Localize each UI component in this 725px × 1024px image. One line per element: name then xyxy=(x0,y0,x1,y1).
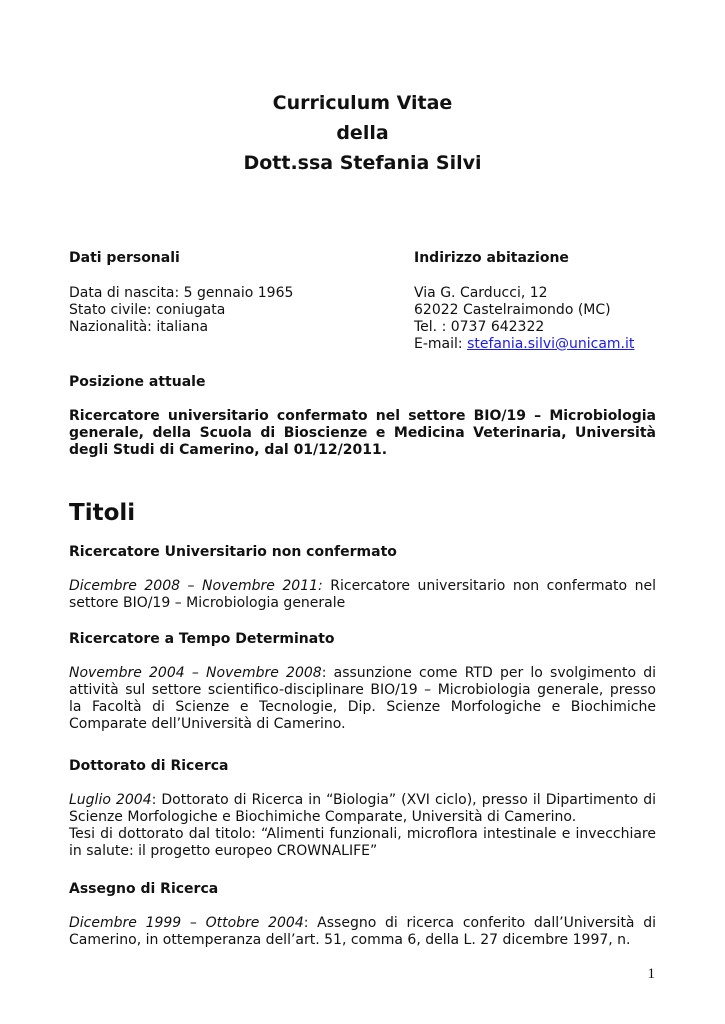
titoli-heading: Titoli xyxy=(69,500,136,526)
personal-details xyxy=(69,285,293,336)
title-line-3: Dott.ssa Stefania Silvi xyxy=(243,152,482,174)
email-label: E-mail: xyxy=(414,336,468,352)
section-text-rtd: Novembre 2004 – Novembre 2008: assunzione come RTD per lo svolgimento di attività sul settore scientifico-disciplinare BIO/19 – Microbiologia generale, presso la Facoltà di Scienze e Tecnologie, Dip. Scienze Morfologiche e Biochimiche Comparate dell’Università di Camerino. xyxy=(69,665,657,732)
address-city: 62022 Castelraimondo (MC) xyxy=(414,302,611,318)
position-heading: Posizione attuale xyxy=(69,374,206,390)
address-heading: Indirizzo abitazione xyxy=(414,250,569,266)
section-text-ricercatore-non-confermato: Dicembre 2008 – Novembre 2011: Ricercatore universitario non confermato nel settore BIO/19 – Microbiologia generale xyxy=(69,578,656,611)
birth-date: Data di nascita: 5 gennaio 1965 xyxy=(69,285,294,301)
section-text-dottorato: Luglio 2004: Dottorato di Ricerca in “Biologia” (XVI ciclo), presso il Dipartimento di Scienze Morfologiche e Biochimiche Comparate, Università di Camerino. xyxy=(69,792,656,825)
nationality: Nazionalità: italiana xyxy=(69,319,209,335)
title-line-1: Curriculum Vitae xyxy=(272,92,453,114)
address-street: Via G. Carducci, 12 xyxy=(414,285,548,301)
address-email-line xyxy=(414,336,634,353)
position-text: Ricercatore universitario confermato nel settore BIO/19 – Microbiologia generale, della Scuola di Bioscienze e Medicina Veterinaria, Università degli Studi di Camerino, dal 01/12/2011. xyxy=(69,408,656,458)
section-text-assegno: Dicembre 1999 – Ottobre 2004: Assegno di ricerca conferito dall’Università di Camerino, in ottemperanza dell’art. 51, comma 6, della L. 27 dicembre 1997, n. xyxy=(69,915,656,948)
section-heading-rtd: Ricercatore a Tempo Determinato xyxy=(69,631,335,647)
title-line-2: della xyxy=(336,122,389,144)
civil-status: Stato civile: coniugata xyxy=(69,302,226,318)
personal-heading: Dati personali xyxy=(69,250,180,266)
section-heading-assegno: Assegno di Ricerca xyxy=(69,881,219,897)
section-heading-ricercatore-non-confermato: Ricercatore Universitario non confermato xyxy=(69,544,397,560)
address-details xyxy=(414,285,634,353)
email-link[interactable]: stefania.silvi@unicam.it xyxy=(467,336,635,352)
section-heading-dottorato: Dottorato di Ricerca xyxy=(69,758,229,774)
address-tel: Tel. : 0737 642322 xyxy=(414,319,545,335)
page-number: 1 xyxy=(647,966,655,982)
section-text-dottorato-tesi: Tesi di dottorato dal titolo: “Alimenti funzionali, microflora intestinale e invecchiare in salute: il progetto europeo CROWNALIFE” xyxy=(69,826,656,859)
